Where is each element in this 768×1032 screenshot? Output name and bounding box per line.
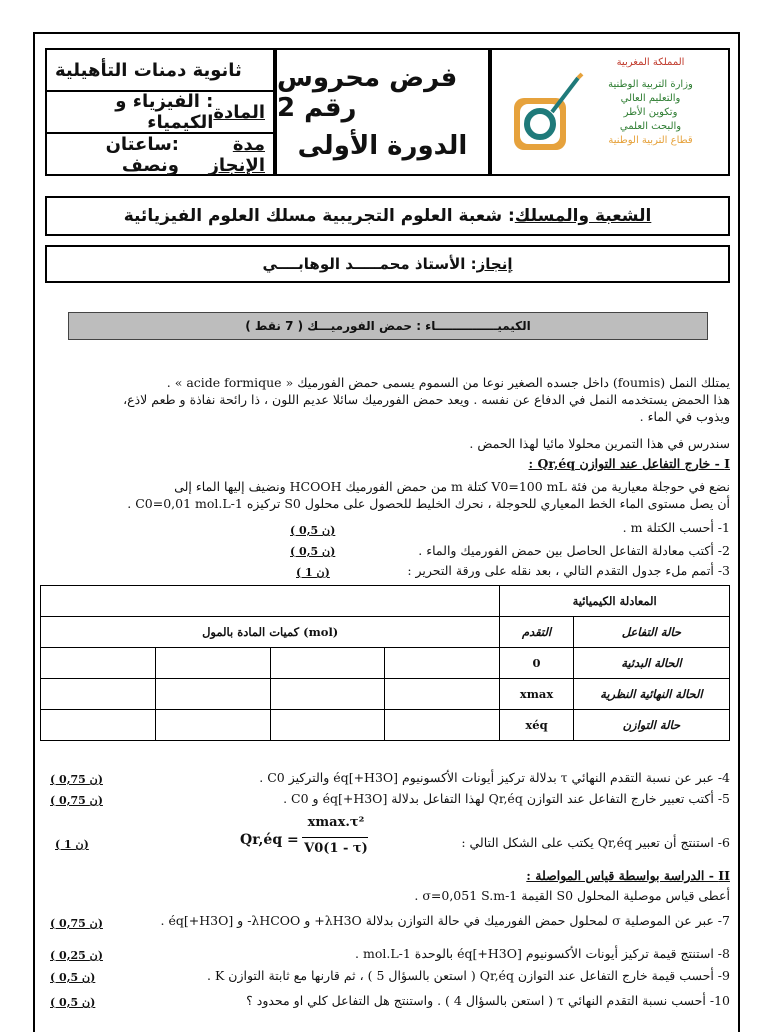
formula-denominator: V0(1 - τ) bbox=[304, 841, 368, 856]
question-2: 2- أكتب معادلة التفاعل الحاصل بين حمض الفورميك والماء . bbox=[418, 543, 730, 558]
points-q9: ( 0,5 ن) bbox=[50, 971, 96, 984]
subject-row bbox=[47, 92, 273, 134]
table-row bbox=[41, 648, 730, 679]
points-q4: ( 0,75 ن) bbox=[50, 773, 103, 786]
table-row bbox=[41, 710, 730, 741]
exam-session: الدورة الأولى bbox=[297, 131, 468, 161]
fraction-bar bbox=[302, 837, 368, 838]
part1-line-2: أن يصل مستوى الماء الخط المعياري للحوجلة ، نحرك الخليط للحصول على محلول S0 تركيزه C0=0,01 mol.L-1 . bbox=[127, 496, 730, 511]
intro-line-1: يمتلك النمل (foumis) داخل جسده الصغير نوعا من السموم يسمى حمض الفورميك « acide formique » . bbox=[166, 375, 730, 390]
logo-line-2: وزارة التربية الوطنية bbox=[608, 79, 693, 90]
exam-title: فرض محروس رقم 2 bbox=[277, 63, 458, 123]
intro-line-2: هذا الحمض يستخدمه النمل في الدفاع عن نفسه . ويعد حمض الفورميك سائلا عديم اللون ، ذا رائحة نفاذة و طعم لاذع، bbox=[123, 392, 730, 407]
track-band bbox=[45, 196, 730, 236]
points-q2: ( 0,5 ن) bbox=[290, 545, 336, 558]
question-5: 5- أكتب تعبير خارج التفاعل عند التوازن Qr,éq لهذا التفاعل بدلالة [H3O+]éq و C0 . bbox=[283, 791, 730, 806]
equation-header: المعادلة الكيميائية bbox=[500, 586, 730, 617]
question-10: 10- أحسب نسبة التقدم النهائي τ ( استعن بالسؤال 4 ) . واستنتج هل التفاعل كلي او محدود ؟ bbox=[246, 993, 730, 1008]
state-cell: الحالة النهائية النظرية bbox=[573, 679, 729, 710]
question-1: 1- أحسب الكتلة m . bbox=[622, 520, 730, 535]
logo-line-1: المملكة المغربية bbox=[616, 57, 685, 68]
logo-line-6: قطاع التربية الوطنية bbox=[608, 135, 693, 146]
chemistry-section-bar: الكيميـــــــــــــــاء : حمض الفورميـــك ( 7 نقط ) bbox=[68, 312, 708, 340]
logo-line-3: والتعليم العالي bbox=[620, 93, 681, 104]
school-info-box bbox=[45, 48, 275, 176]
table-row bbox=[41, 679, 730, 710]
track-value: : شعبة العلوم التجريبية مسلك العلوم الفيزيائية bbox=[123, 206, 515, 226]
exam-title-box bbox=[275, 48, 490, 176]
duration-value: :ساعتان ونصف bbox=[105, 134, 179, 176]
logo-line-5: والبحث العلمي bbox=[619, 121, 682, 132]
points-q8: ( 0,25 ن) bbox=[50, 949, 103, 962]
author-value: : الأستاذ محمـــــد الوهابــــي bbox=[262, 255, 477, 273]
part2-title: II - الدراسة بواسطة قياس المواصلة : bbox=[526, 868, 730, 883]
author-label: إنجاز bbox=[476, 255, 513, 273]
intro-line-3: ويذوب في الماء . bbox=[639, 409, 730, 424]
points-q10: ( 0,5 ن) bbox=[50, 996, 96, 1009]
state-cell: حالة التوازن bbox=[573, 710, 729, 741]
points-q1: ( 0,5 ن) bbox=[290, 524, 336, 537]
subject-label: المادة bbox=[213, 101, 265, 123]
quotient-formula bbox=[240, 815, 370, 865]
progress-table bbox=[40, 585, 730, 741]
advance-header: التقدم bbox=[500, 617, 573, 648]
question-8: 8- استنتج قيمة تركيز أيونات الأكسونيوم [H3O+]éq بالوحدة mol.L-1 . bbox=[355, 946, 730, 961]
question-6: 6- استنتج أن تعبير Qr,éq يكتب على الشكل التالي : bbox=[461, 835, 730, 850]
points-q6: ( 1 ن) bbox=[55, 838, 89, 851]
question-3: 3- أتمم ملء جدول التقدم التالي ، بعد نقله على ورقة التحرير : bbox=[407, 563, 730, 578]
state-cell: الحالة البدئية bbox=[573, 648, 729, 679]
ministry-emblem-icon bbox=[508, 72, 586, 156]
ministry-text bbox=[583, 56, 718, 148]
table-row bbox=[41, 586, 730, 617]
intro-line-4: سندرس في هذا التمرين محلولا مائيا لهذا الحمض . bbox=[469, 436, 730, 451]
formula-numerator: xmax.τ² bbox=[307, 815, 365, 830]
ministry-logo-box bbox=[490, 48, 730, 176]
advance-cell: xéq bbox=[500, 710, 573, 741]
points-q3: ( 1 ن) bbox=[296, 566, 330, 579]
part2-given: أعطى قياس موصلية المحلول S0 القيمة σ=0,051 S.m-1 . bbox=[414, 888, 730, 903]
track-label: الشعبة والمسلك bbox=[514, 206, 652, 226]
formula-lhs: Qr,éq = bbox=[240, 832, 299, 848]
table-row bbox=[41, 617, 730, 648]
school-name: ثانوية دمنات التأهيلية bbox=[47, 50, 273, 92]
subject-value: : الفيزياء و الكيمياء bbox=[115, 91, 214, 133]
part1-line-1: نضع في حوجلة معيارية من فئة V0=100 mL كتلة m من حمض الفورميك HCOOH ونضيف إليها الماء إلى bbox=[174, 479, 730, 494]
question-9: 9- أحسب قيمة خارج التفاعل عند التوازن Qr,éq ( استعن بالسؤال 5 ) ، ثم قارنها مع ثابتة التوازن K . bbox=[207, 968, 730, 983]
points-q7: ( 0,75 ن) bbox=[50, 917, 103, 930]
advance-cell: xmax bbox=[500, 679, 573, 710]
duration-label: مدة الإنجاز bbox=[208, 134, 265, 176]
advance-cell: 0 bbox=[500, 648, 573, 679]
duration-row bbox=[47, 134, 273, 176]
logo-line-4: وتكوين الأطر bbox=[623, 107, 678, 118]
quantities-header: كميات المادة بالمول (mol) bbox=[41, 617, 500, 648]
author-band bbox=[45, 245, 730, 283]
points-q5: ( 0,75 ن) bbox=[50, 794, 103, 807]
question-7: 7- عبر عن الموصلية σ لمحلول حمض الفورميك في حالة التوازن بدلالة λH3O+ و λHCOO- و [H3O+]éq . bbox=[160, 913, 730, 928]
part1-title: I - خارج التفاعل عند التوازن Qr,éq : bbox=[528, 456, 730, 471]
state-header: حالة التفاعل bbox=[573, 617, 729, 648]
question-4: 4- عبر عن نسبة التقدم النهائي τ بدلالة تركيز أيونات الأكسونيوم [H3O+]éq والتركيز C0 . bbox=[259, 770, 730, 785]
